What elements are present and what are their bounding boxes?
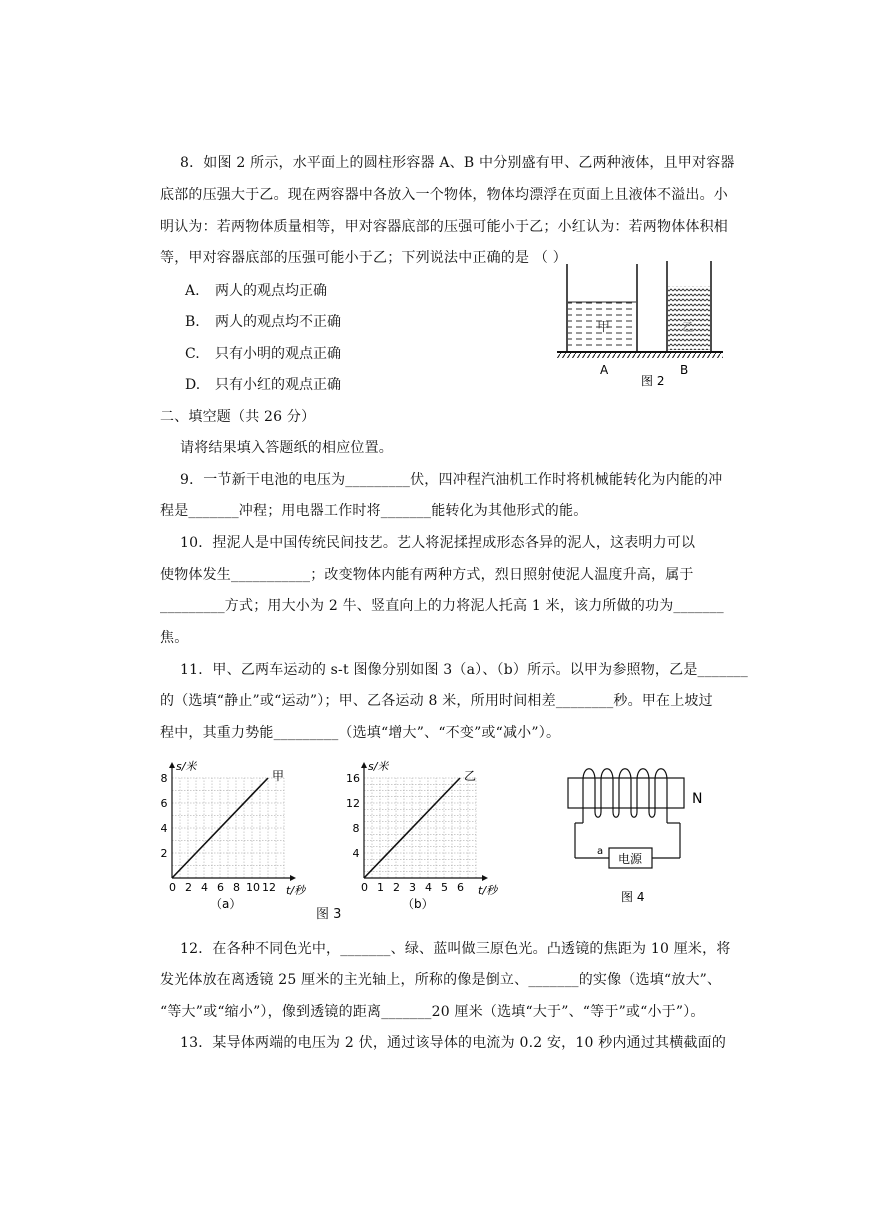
x-tick-label: 5 — [441, 881, 448, 894]
q13-line-1: 13．某导体两端的电压为 2 伏，通过该导体的电流为 0.2 安，10 秒内通过其横截面的 — [180, 1035, 727, 1051]
y-tick-label: 4 — [160, 822, 168, 835]
label-a: A — [600, 363, 609, 377]
y-tick-label: 8 — [352, 822, 360, 835]
q8-line-4: 等，甲对容器底部的压强可能小于乙；下列说法中正确的是 （ ） — [160, 250, 567, 266]
x-tick-label: 3 — [409, 881, 416, 894]
chart-caption-a: （a） — [210, 897, 242, 911]
y-axis-arrow — [169, 762, 175, 768]
y-axis-label: s/米 — [176, 760, 197, 773]
q8-option-d: D. 只有小红的观点正确 — [185, 377, 341, 393]
x-tick-label: 12 — [262, 881, 276, 894]
y-tick-label: 16 — [346, 772, 360, 785]
y-axis-arrow — [361, 762, 367, 768]
q9-line-2: 程是_______冲程；用电器工作时将_______能转化为其他形式的能。 — [160, 503, 588, 519]
q11-line-1: 11．甲、乙两车运动的 s-t 图像分别如图 3（a）、（b）所示。以甲为参照物，乙是_______ — [180, 662, 748, 678]
q8-line-2: 底部的压强大于乙。现在两容器中各放入一个物体，物体均漂浮在页面上且液体不溢出。小 — [160, 187, 728, 203]
label-b: B — [680, 363, 689, 377]
x-axis-arrow — [290, 875, 296, 881]
chart-3a — [150, 752, 330, 912]
x-tick-label: 0 — [169, 881, 176, 894]
q8-option-c: C. 只有小明的观点正确 — [185, 346, 341, 362]
q11-line-3: 程中，其重力势能_________（选填“增大”、“不变”或“减小”）。 — [160, 725, 561, 741]
q8-option-a: A. 两人的观点均正确 — [185, 283, 327, 299]
liquid-yi-label: 乙 — [682, 320, 695, 334]
x-tick-label: 6 — [217, 881, 224, 894]
x-tick-label: 8 — [233, 881, 240, 894]
q10-line-2: 使物体发生___________；改变物体内能有两种方式，烈日照射使泥人温度升高，属于 — [160, 567, 694, 583]
series-label-a: 甲 — [272, 769, 285, 783]
q12-line-1: 12．在各种不同色光中，_______、绿、蓝叫做三原色光。凸透镜的焦距为 10 厘米，将 — [180, 941, 731, 957]
y-tick-label: 4 — [352, 847, 360, 860]
q11-line-2: 的（选填“静止”或“运动”）；甲、乙各运动 8 米，所用时间相差________秒。甲在上坡过 — [160, 693, 713, 709]
chart-caption-b: （b） — [402, 897, 434, 911]
y-axis-label: s/米 — [368, 760, 389, 773]
x-tick-label: 10 — [246, 881, 260, 894]
figure-2-caption: 图 2 — [641, 374, 665, 388]
figure-4-electromagnet — [565, 765, 715, 910]
q12-line-3: “等大”或“缩小”），像到透镜的距离_______20 厘米（选填“大于”、“等于”或“小于”）。 — [160, 1004, 705, 1020]
chart-3b — [342, 752, 522, 912]
q8-line-3: 明认为：若两物体质量相等，甲对容器底部的压强可能小于乙；小红认为：若两物体体积相 — [160, 219, 728, 235]
q12-line-2: 发光体放在离透镜 25 厘米的主光轴上，所称的像是倒立、_______的实像（选填“放大”、 — [160, 972, 722, 988]
x-axis-arrow — [482, 875, 488, 881]
x-axis-label: t/秒 — [478, 884, 498, 897]
y-tick-label: 12 — [346, 797, 360, 810]
x-tick-label: 6 — [457, 881, 464, 894]
liquid-jia-label: 甲 — [597, 320, 611, 335]
power-source-label: 电源 — [618, 852, 643, 866]
figure-2-containers — [545, 258, 735, 388]
pole-n-label: N — [692, 791, 703, 807]
y-tick-label: 8 — [160, 772, 168, 785]
x-tick-label: 1 — [377, 881, 384, 894]
x-tick-label: 0 — [361, 881, 368, 894]
terminal-a-label: a — [597, 846, 604, 857]
series-label-b: 乙 — [464, 769, 477, 783]
figure-3-caption: 图 3 — [316, 907, 342, 922]
q8-line-1: 8．如图 2 所示，水平面上的圆柱形容器 A、B 中分别盛有甲、乙两种液体，且甲对容器 — [180, 155, 735, 171]
container-b-liquid — [668, 286, 710, 350]
q9-line-1: 9．一节新干电池的电压为_________伏，四冲程汽油机工作时将机械能转化为内能的冲 — [180, 472, 723, 488]
q8-option-b: B. 两人的观点均不正确 — [185, 314, 341, 330]
coil-winding — [583, 769, 667, 818]
figure-4-caption: 图 4 — [621, 890, 645, 904]
x-axis-label: t/秒 — [286, 884, 306, 897]
section-2-instruction: 请将结果填入答题纸的相应位置。 — [180, 440, 393, 456]
section-2-heading: 二、填空题（共 26 分） — [160, 409, 316, 425]
x-tick-label: 4 — [201, 881, 208, 894]
x-tick-label: 2 — [185, 881, 192, 894]
y-tick-label: 2 — [160, 847, 168, 860]
q10-line-3: _________方式；用大小为 2 牛、竖直向上的力将泥人托高 1 米，该力所做的功为_______ — [160, 598, 724, 614]
q10-line-4: 焦。 — [160, 630, 189, 646]
x-tick-label: 2 — [393, 881, 400, 894]
q10-line-1: 10．捏泥人是中国传统民间技艺。艺人将泥揉捏成形态各异的泥人，这表明力可以 — [180, 535, 696, 551]
y-tick-label: 6 — [160, 797, 168, 810]
x-tick-label: 4 — [425, 881, 432, 894]
